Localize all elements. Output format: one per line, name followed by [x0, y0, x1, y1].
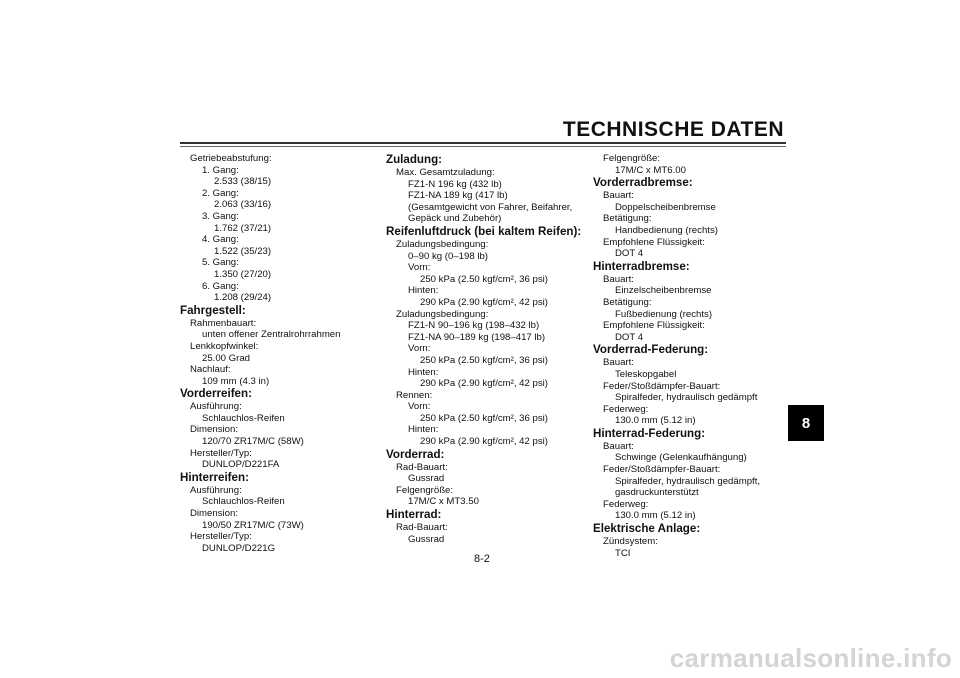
spec-line: 5. Gang: — [202, 257, 239, 269]
spec-line: Betätigung: — [603, 213, 652, 225]
spec-line: 2. Gang: — [202, 187, 239, 199]
section-heading: Zuladung: — [386, 153, 443, 166]
spec-line: Schwinge (Gelenkaufhängung) — [615, 452, 747, 464]
spec-line: Empfohlene Flüssigkeit: — [603, 320, 705, 332]
spec-line: 25.00 Grad — [202, 352, 251, 364]
spec-line: Schlauchlos-Reifen — [202, 412, 285, 424]
spec-line: 2.063 (33/16) — [214, 199, 272, 211]
section-heading: Hinterrad: — [386, 508, 442, 522]
spec-line: Spiralfeder, hydraulisch gedämpft, — [615, 475, 761, 487]
spec-line: Lenkkopfwinkel: — [190, 340, 259, 352]
spec-line: gasdruckunterstützt — [615, 487, 699, 499]
spec-line: Dimension: — [190, 424, 238, 436]
spec-line: 1.208 (29/24) — [214, 292, 272, 304]
section-heading: Hinterrad-Federung: — [593, 426, 706, 440]
spec-line: Federweg: — [603, 403, 649, 415]
spec-line: Hinten: — [408, 366, 439, 378]
spec-line: 109 mm (4.3 in) — [202, 375, 270, 387]
spec-line: Gepäck und Zubehör) — [408, 213, 502, 225]
section-heading: Vorderrad: — [386, 447, 445, 461]
spec-line: Vorn: — [408, 343, 431, 355]
section-heading: Vorderrad-Federung: — [593, 343, 709, 357]
spec-line: Nachlauf: — [190, 364, 231, 376]
spec-line: Ausführung: — [190, 401, 242, 413]
spec-line: 4. Gang: — [202, 234, 239, 246]
spec-line: FZ1-NA 189 kg (417 lb) — [408, 190, 508, 202]
spec-column-1 — [180, 153, 370, 554]
spec-line: Schlauchlos-Reifen — [202, 496, 285, 508]
spec-line: Dimension: — [190, 508, 238, 520]
page-number: 8-2 — [474, 553, 490, 565]
spec-line: 17M/C x MT6.00 — [615, 164, 686, 176]
spec-line: 2.533 (38/15) — [214, 176, 272, 188]
footer — [0, 634, 960, 678]
spec-line: Max. Gesamtzuladung: — [396, 167, 495, 178]
spec-line: 120/70 ZR17M/C (58W) — [202, 436, 304, 448]
spec-line: Fußbedienung (rechts) — [615, 308, 713, 320]
spec-line: Gussrad — [408, 473, 445, 485]
spec-line: 6. Gang: — [202, 280, 239, 292]
section-heading: Reifenluftdruck (bei kaltem Reifen): — [386, 224, 582, 238]
spec-line: Zuladungsbedingung: — [396, 238, 489, 250]
spec-line: DOT 4 — [615, 331, 644, 343]
spec-line: 1.350 (27/20) — [214, 268, 272, 280]
section-heading: Elektrische Anlage: — [593, 522, 701, 536]
spec-line: 1.522 (35/23) — [214, 245, 272, 257]
spec-line: Betätigung: — [603, 296, 652, 308]
spec-line: 130.0 mm (5.12 in) — [615, 510, 696, 522]
spec-line: Rahmenbauart: — [190, 317, 257, 329]
spec-line: 1.762 (37/21) — [214, 222, 272, 234]
spec-line: 1. Gang: — [202, 164, 239, 176]
spec-line: Rennen: — [396, 389, 433, 401]
spec-line: Bauart: — [603, 357, 634, 369]
header-rule-thin — [180, 146, 786, 147]
section-heading: Hinterreifen: — [180, 470, 249, 484]
spec-line: Vorn: — [408, 262, 431, 274]
spec-line: Empfohlene Flüssigkeit: — [603, 236, 705, 248]
spec-line: Federweg: — [603, 498, 649, 510]
spec-line: Spiralfeder, hydraulisch gedämpft — [615, 392, 758, 404]
spec-line: Handbedienung (rechts) — [615, 224, 718, 236]
spec-line: FZ1-N 196 kg (432 lb) — [408, 178, 502, 190]
section-heading: Vorderreifen: — [180, 387, 252, 401]
spec-line: Zuladungsbedingung: — [396, 308, 489, 320]
spec-line: Hersteller/Typ: — [190, 531, 252, 543]
spec-line: 290 kPa (2.90 kgf/cm², 42 psi) — [420, 296, 548, 308]
spec-line: Getriebeabstufung: — [190, 153, 272, 164]
spec-line: Rad-Bauart: — [396, 522, 448, 534]
spec-line: FZ1-N 90–196 kg (198–432 lb) — [408, 320, 540, 332]
spec-line: Feder/Stoßdämpfer-Bauart: — [603, 380, 721, 392]
spec-line: Bauart: — [603, 190, 634, 202]
spec-line: Bauart: — [603, 440, 634, 452]
spec-line: 17M/C x MT3.50 — [408, 496, 479, 508]
spec-line: Hinten: — [408, 424, 439, 436]
spec-line: Ausführung: — [190, 484, 242, 496]
spec-line: Einzelscheibenbremse — [615, 285, 712, 297]
spec-line: 250 kPa (2.50 kgf/cm², 36 psi) — [420, 273, 548, 285]
header-rule — [180, 142, 786, 144]
spec-line: DOT 4 — [615, 248, 644, 260]
watermark: carmanualsonline.info — [669, 643, 952, 673]
spec-line: Teleskopgabel — [615, 368, 677, 380]
section-heading: Fahrgestell: — [180, 303, 246, 317]
section-heading: Hinterradbremse: — [593, 259, 690, 273]
spec-line: Bauart: — [603, 273, 634, 285]
spec-line: Vorn: — [408, 401, 431, 413]
spec-line: Gussrad — [408, 533, 445, 545]
spec-line: DUNLOP/D221G — [202, 542, 276, 554]
spec-line: Rad-Bauart: — [396, 461, 448, 473]
section-heading: Vorderradbremse: — [593, 176, 693, 190]
chapter-tab: 8 — [788, 405, 824, 441]
spec-line: Felgengröße: — [396, 484, 454, 496]
spec-line: 290 kPa (2.90 kgf/cm², 42 psi) — [420, 436, 548, 448]
spec-line: Zündsystem: — [603, 536, 658, 548]
spec-line: (Gesamtgewicht von Fahrer, Beifahrer, — [408, 201, 573, 213]
spec-line: unten offener Zentralrohrrahmen — [202, 329, 341, 341]
spec-line: 130.0 mm (5.12 in) — [615, 415, 696, 427]
spec-line: Feder/Stoßdämpfer-Bauart: — [603, 464, 721, 476]
spec-line: FZ1-NA 90–189 kg (198–417 lb) — [408, 331, 546, 343]
spec-line: 250 kPa (2.50 kgf/cm², 36 psi) — [420, 354, 548, 366]
spec-line: 0–90 kg (0–198 lb) — [408, 250, 489, 262]
spec-column-2 — [386, 153, 586, 545]
spec-line: 3. Gang: — [202, 210, 239, 222]
spec-line: Hersteller/Typ: — [190, 447, 252, 459]
spec-line: TCI — [615, 547, 631, 559]
spec-line: 290 kPa (2.90 kgf/cm², 42 psi) — [420, 378, 548, 390]
spec-column-3 — [593, 153, 783, 559]
spec-line: Felgengröße: — [603, 153, 661, 164]
spec-line: 190/50 ZR17M/C (73W) — [202, 519, 304, 531]
spec-line: DUNLOP/D221FA — [202, 459, 280, 471]
spec-line: Hinten: — [408, 285, 439, 297]
page-title: TECHNISCHE DATEN — [562, 118, 784, 141]
spec-line: 250 kPa (2.50 kgf/cm², 36 psi) — [420, 412, 548, 424]
spec-line: Doppelscheibenbremse — [615, 201, 716, 213]
